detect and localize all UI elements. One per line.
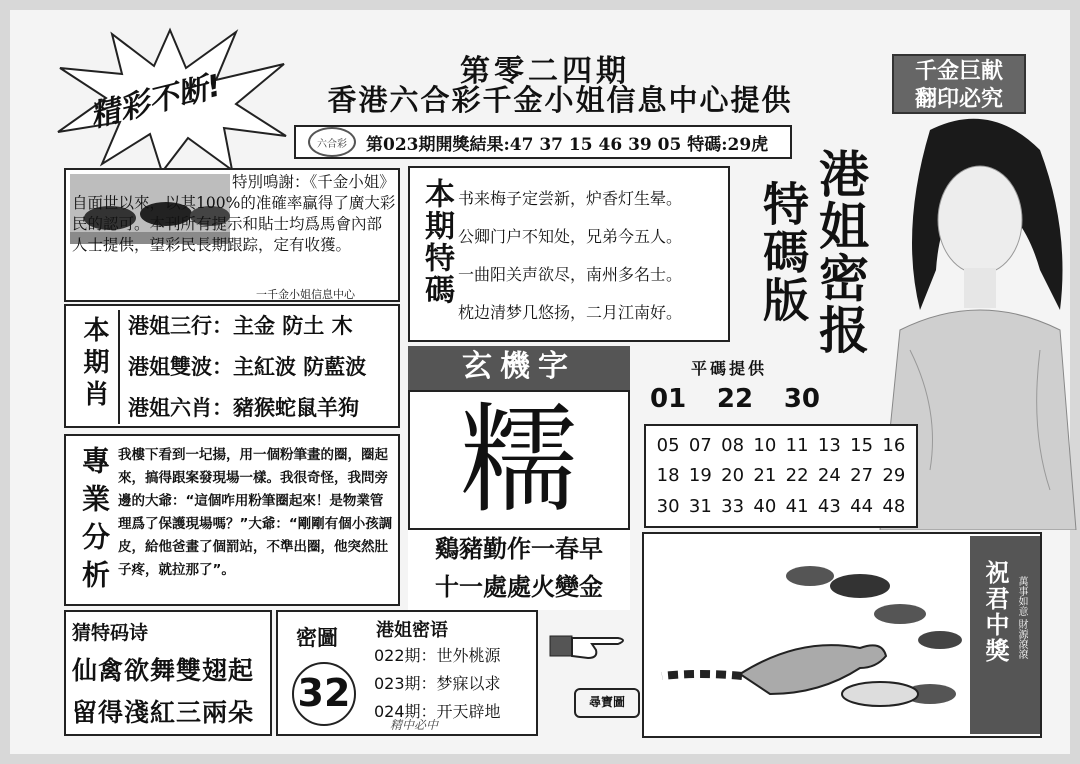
pingma-label: 平碼提供 [690,359,767,378]
zodiac-line: 港姐雙波：主紅波 防藍波 [128,355,367,379]
secret-line: 024期：开天辟地 [374,702,501,721]
wish-banner [970,536,1040,734]
zodiac-label: 本期肖 [79,316,109,412]
mystery-glyph-box [408,390,630,530]
proverb-box [408,530,630,610]
grid-number: 31 [688,496,712,518]
number-grid [644,424,918,528]
pingma-numbers [650,384,820,414]
riddle-lines [72,650,254,734]
grid-number: 05 [656,434,680,456]
grid-number: 19 [688,465,712,487]
grid-number: 40 [753,496,777,518]
secret-title: 港姐密语 [376,620,448,641]
zodiac-line: 港姐三行：主金 防土 木 [128,314,353,338]
headline-col-2: 港姐密报 [811,148,869,356]
provider-title: 香港六合彩千金小姐信息中心提供 [327,83,793,117]
riddle-title: 猜特码诗 [72,622,149,644]
proverb-line-2: 十一處處火變金 [435,573,603,601]
grid-number: 33 [721,496,745,518]
grid-number: 27 [850,465,874,487]
issue-number: 第零二四期 [460,54,630,89]
divider [118,310,120,424]
stamp-line-1: 千金巨献 [914,59,1003,84]
grid-number: 30 [656,496,680,518]
headline-col-1: 特碼版 [756,180,810,324]
grid-number: 18 [656,465,680,487]
grid-number: 43 [817,496,841,518]
wish-sub: 萬事如意 財源滾滾 [1016,576,1027,660]
mystery-word-banner: 玄機字 [408,346,630,390]
grid-number: 16 [882,434,906,456]
grid-number: 24 [817,465,841,487]
civet-illustration [650,544,970,730]
notice-sign: 一千金小姐信息中心 [256,288,355,301]
burst-text: 精彩不断! [86,68,225,135]
mark-six-logo: 六合彩 [308,127,356,157]
stamp-line-2: 翻印必究 [914,87,1003,112]
riddle-line-1: 仙禽欲舞雙翅起 [72,656,255,685]
grid-number: 44 [850,496,874,518]
grid-number: 10 [753,434,777,456]
grid-number: 21 [753,465,777,487]
grid-number: 22 [785,465,809,487]
grid-number: 07 [688,434,712,456]
secret-label: 密圖 [296,626,338,650]
secret-panel [276,610,538,736]
riddle-line-2: 留得淺紅三兩朵 [72,698,255,727]
poem-title: 本期特碼 [419,178,454,306]
zodiac-lines [128,306,398,429]
proverb-line-1: 鷄豬勤作一春早 [435,535,603,563]
secret-line: 023期：梦寐以求 [374,674,501,693]
secret-number: 32 [292,662,356,726]
poem-lines [458,180,728,332]
grid-number: 29 [882,465,906,487]
secret-lines [374,642,501,726]
grid-number: 20 [721,465,745,487]
poem-panel [408,166,730,342]
grid-number: 08 [721,434,745,456]
pingma-number: 22 [716,384,754,414]
poem-line: 枕边清梦几悠扬，二月江南好。 [458,303,683,322]
mystery-glyph: 糯 [459,391,578,529]
secret-line: 022期：世外桃源 [374,646,501,665]
poem-line: 公卿门户不知处，兄弟今五人。 [458,227,683,246]
analysis-label: 專業分析 [78,446,111,598]
pingma-number: 30 [783,384,820,414]
secret-sign: 精中必中 [390,718,439,732]
zodiac-line: 港姐六肖：豬猴蛇鼠羊狗 [128,396,359,420]
pingma-number: 01 [650,384,687,414]
riddle-panel [64,610,272,736]
grid-number: 41 [785,496,809,518]
zodiac-panel [64,304,400,428]
grid-number: 48 [882,496,906,518]
treasure-map-label: 尋寶圖 [574,688,640,718]
draw-result: 第023期開獎結果:47 37 15 46 39 05 特碼:29虎 [366,134,769,155]
notice-panel [64,168,400,302]
pointing-hand-icon [548,624,632,666]
poem-line: 书来梅子定尝新，炉香灯生晕。 [458,189,683,208]
copyright-stamp [892,54,1026,114]
grid-number: 15 [850,434,874,456]
wish-main: 祝君中獎 [981,560,1009,664]
poem-line: 一曲阳关声欲尽，南州多名士。 [458,265,683,284]
analysis-panel [64,434,400,606]
analysis-text: 我樓下看到一圮揚，用一個粉筆畫的圈，圈起來，搞得跟案發現場一樣。我很奇怪，我問旁邊的大爺：“這個咋用粉筆圈起來！是物業管理爲了保護現場嗎？”大爺：“剛剛有個小孩調皮，給他爸畫了個罰站，不準出圈，他突然肚子疼，就拉那了”。 [118,447,393,578]
notice-text: 特別鳴謝：《千金小姐》自面世以來，以其100%的准確率贏得了廣大彩民的認可。本刊所有提示和貼士均爲馬會內部人士提供，望彩民長期跟踪，定有收獲。 [72,173,396,254]
grid-number: 13 [817,434,841,456]
grid-number: 11 [785,434,809,456]
result-bar [294,125,792,159]
